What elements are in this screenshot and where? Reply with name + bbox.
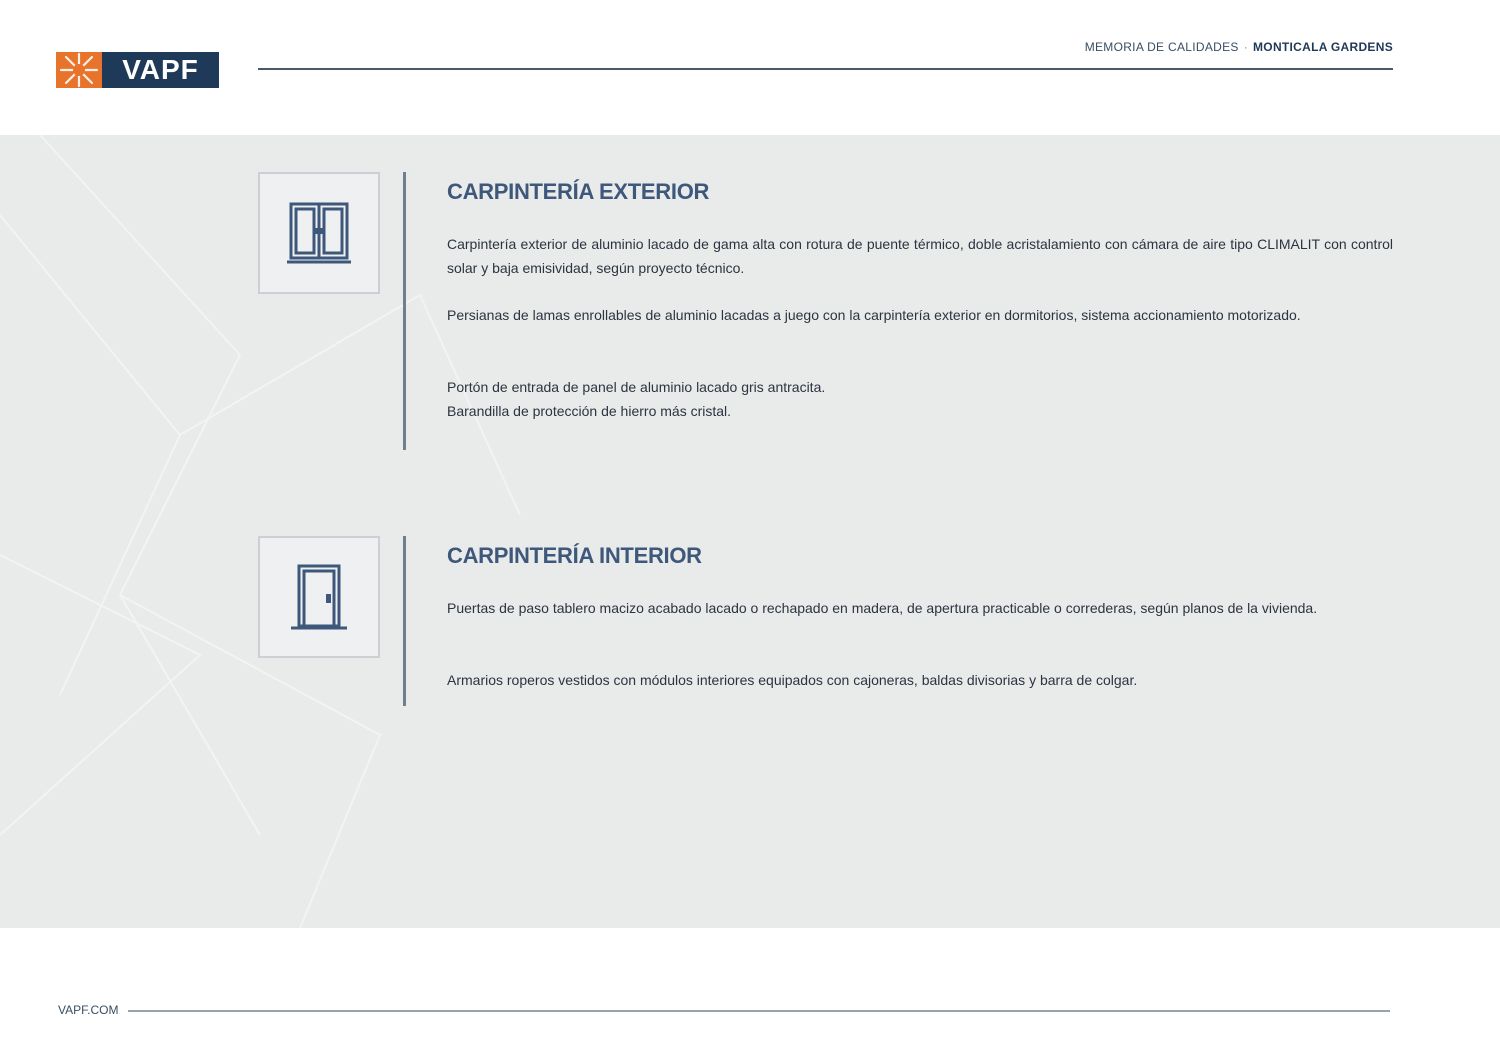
footer-site[interactable]: VAPF.COM (58, 1003, 119, 1017)
section-paragraph: Persianas de lamas enrollables de aluminio lacadas a juego con la carpintería exterior en dormitorios, sistema accionamiento motorizado. (447, 307, 1301, 323)
document-header-title (1085, 40, 1393, 54)
header-rule (258, 68, 1393, 70)
window-icon (285, 198, 353, 268)
content-band (0, 135, 1500, 928)
project-name: MONTICALA GARDENS (1253, 40, 1393, 54)
section-paragraph: Portón de entrada de panel de aluminio lacado gris antracita. Barandilla de protección de hierro más cristal. (447, 379, 826, 419)
section-title: CARPINTERÍA INTERIOR (447, 543, 702, 568)
door-icon-box (258, 536, 380, 658)
section-paragraph: Puertas de paso tablero macizo acabado lacado o rechapado en madera, de apertura practicable o correderas, según planos de la vivienda. (447, 600, 1318, 616)
logo-wordmark: VAPF (102, 52, 219, 88)
section-title: CARPINTERÍA EXTERIOR (447, 179, 710, 204)
header-separator: · (1243, 40, 1249, 54)
footer-rule (128, 1010, 1390, 1012)
section-divider (403, 172, 406, 450)
vapf-logo (56, 52, 219, 88)
section-divider (403, 536, 406, 706)
sunburst-logo-icon (56, 52, 102, 88)
doc-title: MEMORIA DE CALIDADES (1084, 40, 1239, 54)
section-paragraph: Carpintería exterior de aluminio lacado de gama alta con rotura de puente térmico, doble acristalamiento con cámara de aire tipo CLIMALIT con control solar y baja emisividad, según proyecto técnico. (447, 236, 1393, 276)
window-icon-box (258, 172, 380, 294)
door-icon (285, 560, 353, 634)
section-paragraph: Armarios roperos vestidos con módulos interiores equipados con cajoneras, baldas divisorias y barra de colgar. (447, 672, 1138, 688)
